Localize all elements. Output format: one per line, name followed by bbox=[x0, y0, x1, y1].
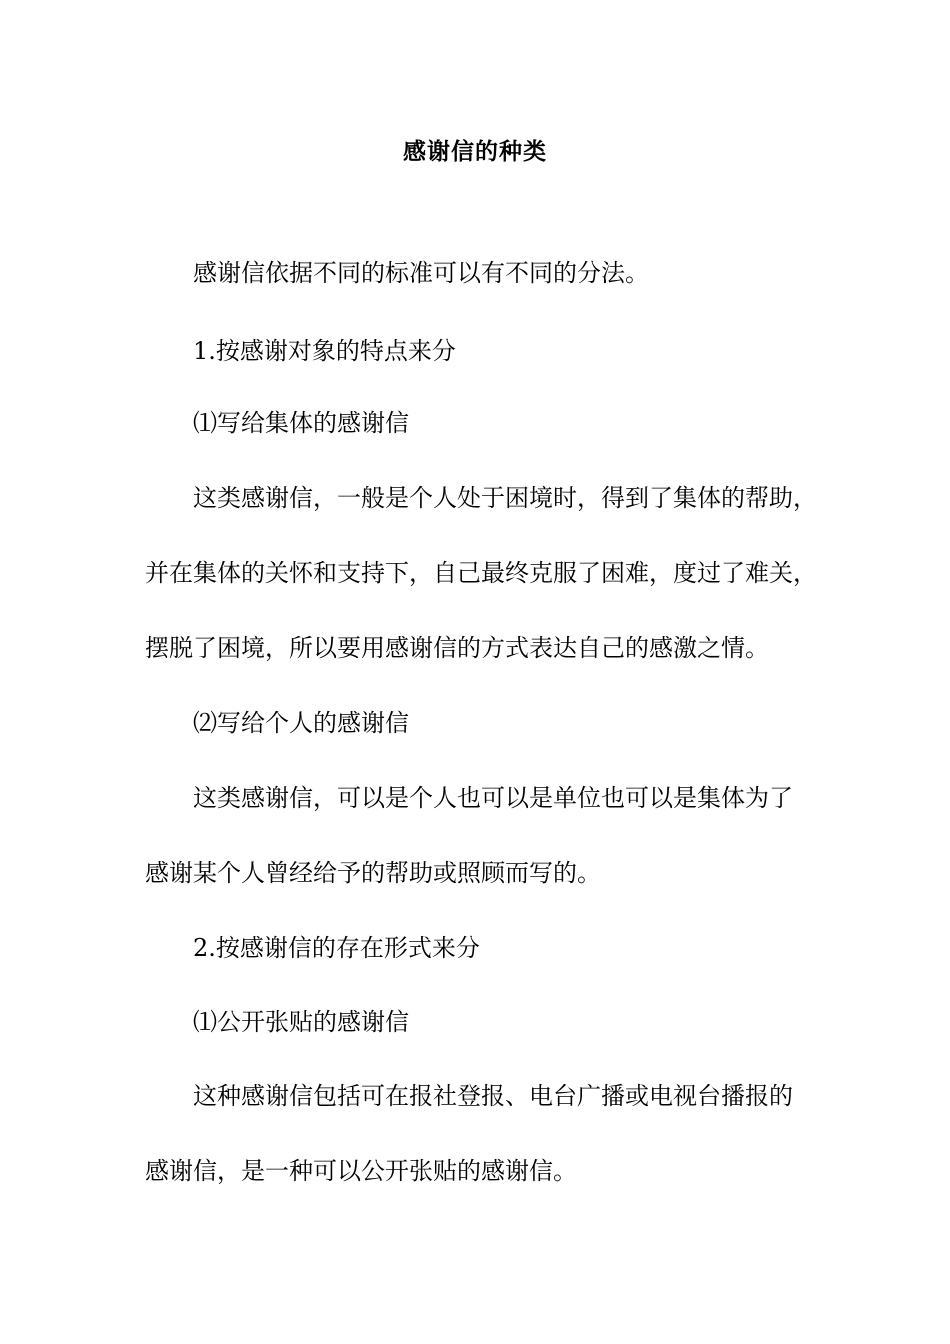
paragraph-line: 感谢信，是一种可以公开张贴的感谢信。 bbox=[145, 1157, 577, 1185]
paragraph-line: 这种感谢信包括可在报社登报、电台广播或电视台播报的 bbox=[193, 1082, 793, 1110]
paragraph-line: 这类感谢信，一般是个人处于困境时，得到了集体的帮助， bbox=[193, 484, 817, 512]
section-heading-1: 1.按感谢对象的特点来分 bbox=[193, 337, 456, 365]
subheading-2-1: ⑴公开张贴的感谢信 bbox=[193, 1008, 409, 1036]
paragraph-line: 摆脱了困境，所以要用感谢信的方式表达自己的感激之情。 bbox=[145, 634, 769, 662]
section-heading-2: 2.按感谢信的存在形式来分 bbox=[193, 934, 480, 962]
paragraph-line-intro: 感谢信依据不同的标准可以有不同的分法。 bbox=[193, 259, 649, 287]
paragraph-line: 这类感谢信，可以是个人也可以是单位也可以是集体为了 bbox=[193, 784, 793, 812]
paragraph-line: 并在集体的关怀和支持下，自己最终克服了困难，度过了难关， bbox=[145, 559, 817, 587]
paragraph-line: 感谢某个人曾经给予的帮助或照顾而写的。 bbox=[145, 859, 601, 887]
document-title: 感谢信的种类 bbox=[403, 138, 547, 165]
subheading-1-2: ⑵写给个人的感谢信 bbox=[193, 709, 409, 737]
subheading-1-1: ⑴写给集体的感谢信 bbox=[193, 409, 409, 437]
